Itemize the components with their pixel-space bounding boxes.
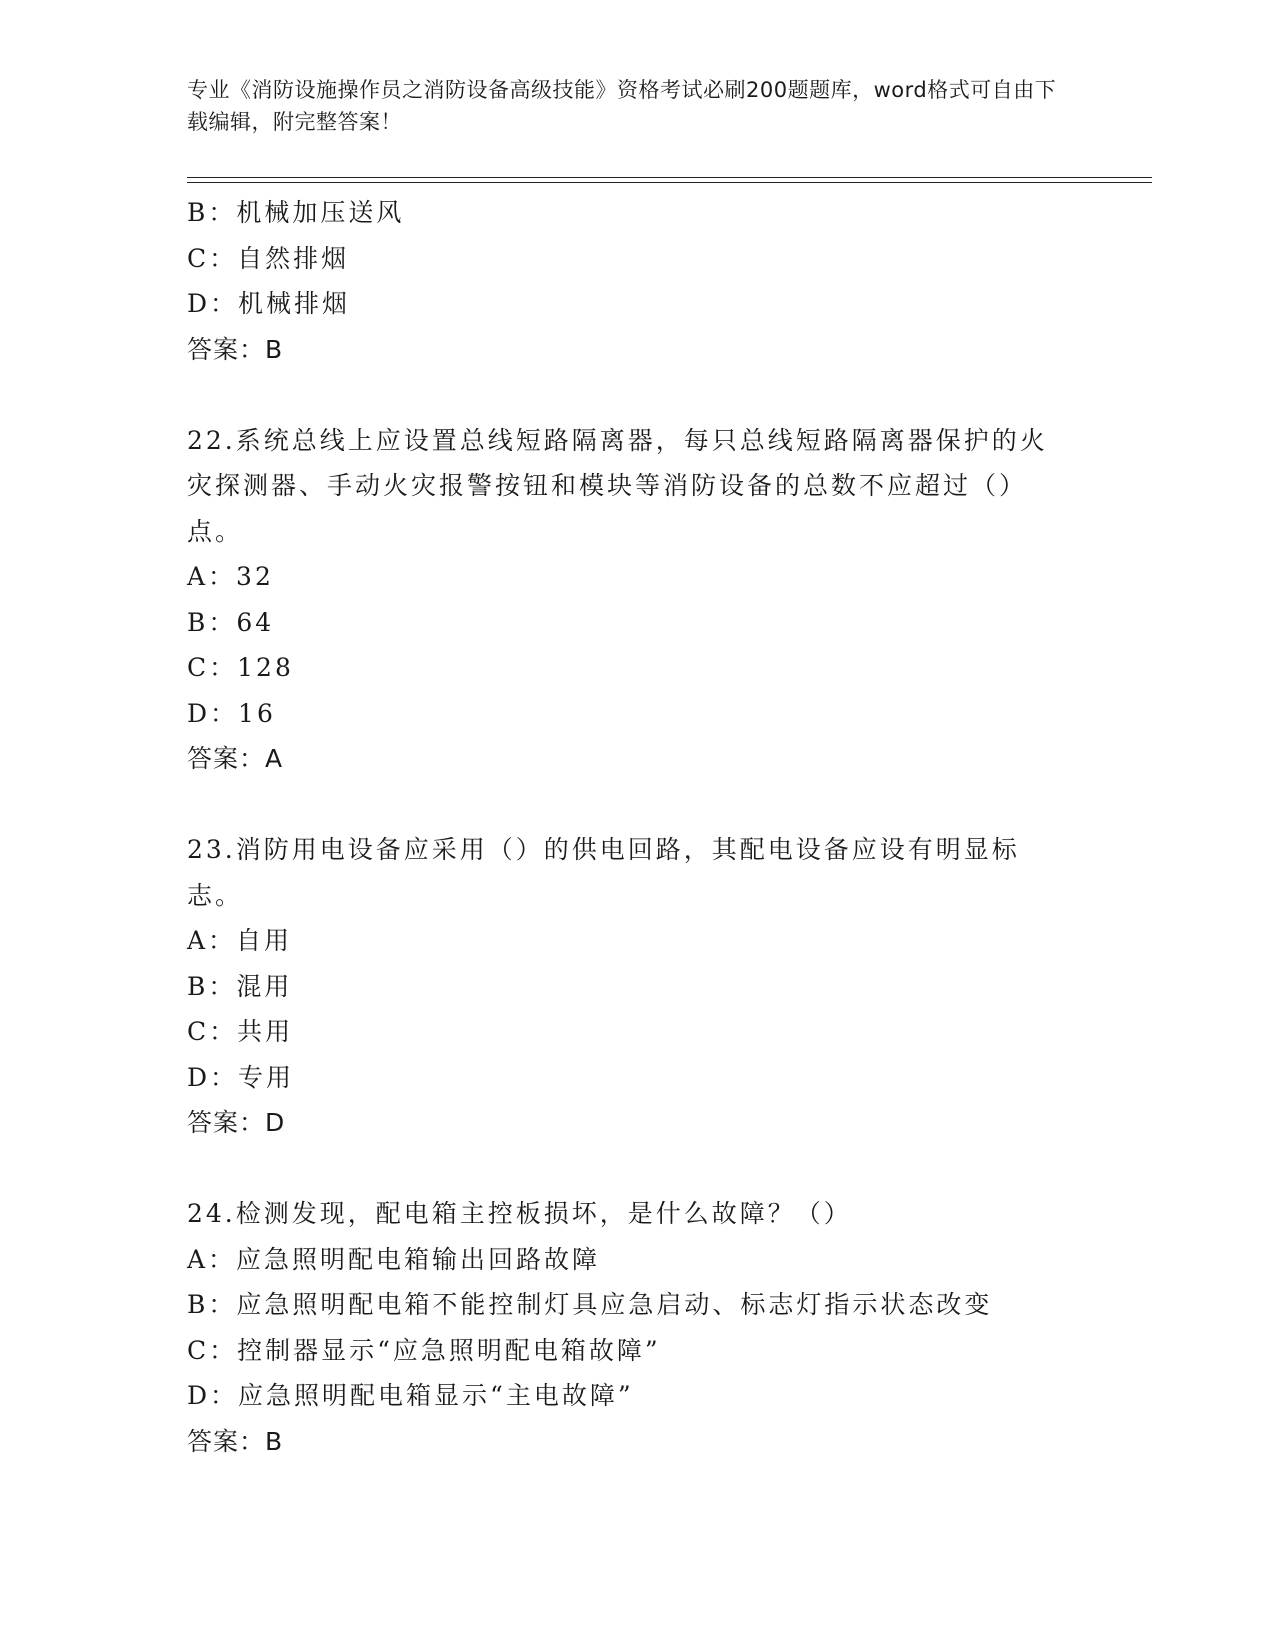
header-title: 专业《消防设施操作员之消防设备高级技能》资格考试必刷200题题库，word格式可自由下载编辑，附完整答案！ [187, 78, 1057, 134]
option-c: C：控制器显示“应急照明配电箱故障” [187, 1335, 661, 1365]
spacer [187, 1146, 1087, 1192]
option-a: A：应急照明配电箱输出回路故障 [187, 1244, 601, 1274]
question-23 [187, 827, 1087, 1146]
option-d: D：16 [187, 698, 276, 728]
option-a: A：32 [187, 562, 274, 591]
option-c: C：共用 [187, 1017, 294, 1046]
document-header [187, 74, 1067, 138]
answer-label: 答案：B [187, 1426, 284, 1456]
question-22 [187, 418, 1087, 782]
question-24 [187, 1191, 1087, 1464]
option-b: B：应急照明配电箱不能控制灯具应急启动、标志灯指示状态改变 [187, 1290, 993, 1319]
option-a: A：自用 [187, 926, 293, 955]
continued-question [187, 190, 1087, 372]
question-text: 23.消防用电设备应采用（）的供电回路，其配电设备应设有明显标志。 [187, 835, 1020, 910]
header-rule-bottom [187, 182, 1152, 183]
question-text: 24.检测发现，配电箱主控板损坏，是什么故障？（） [187, 1199, 852, 1228]
header-rule-top [187, 177, 1152, 178]
option-d: D：机械排烟 [187, 289, 351, 318]
spacer [187, 782, 1087, 828]
question-text: 22.系统总线上应设置总线短路隔离器，每只总线短路隔离器保护的火灾探测器、手动火灾报警按钮和模块等消防设备的总数不应超过（）点。 [187, 425, 1048, 546]
answer-label: 答案：D [187, 1108, 286, 1137]
option-b: B：混用 [187, 971, 293, 1001]
answer-label: 答案：A [187, 744, 284, 773]
option-b: B：机械加压送风 [187, 198, 405, 227]
answer-label: 答案：B [187, 334, 284, 364]
option-b: B：64 [187, 607, 275, 637]
option-c: C：128 [187, 653, 294, 682]
spacer [187, 372, 1087, 418]
option-d: D：专用 [187, 1062, 295, 1092]
option-d: D：应急照明配电箱显示“主电故障” [187, 1381, 634, 1410]
question-content [187, 190, 1087, 1464]
option-c: C：自然排烟 [187, 243, 350, 273]
